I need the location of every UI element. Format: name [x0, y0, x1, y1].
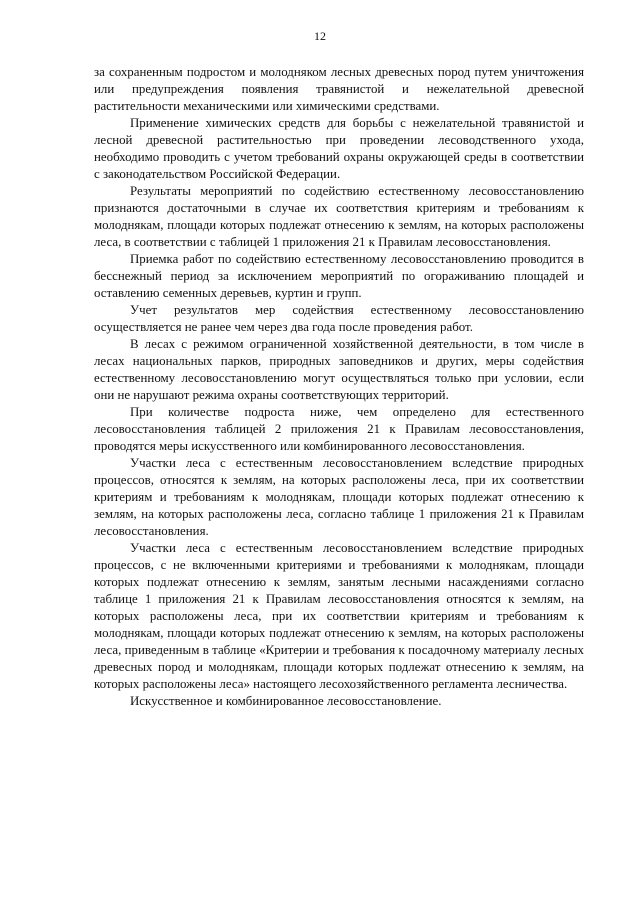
paragraph-natural-regeneration-other: Участки леса с естественным лесовосстановлением вследствие природных процессов, с не включенными критериями и требованиями к молоднякам, площади которых подлежат отнесению к землям, занятым лесными насаждениями согласно таблице 1 приложения 21 к Правилам лесовосстановления относятся к землям, на которых расположены леса, при их соответствии критериям и требованиям к молоднякам, площади которых подлежат отнесению к землям, на которых расположены леса, приведенным в таблице «Критерии и требования к посадочному материалу лесных древесных пород и молоднякам, площади которых подлежат отнесению к землям, на которых расположены леса» настоящего лесохозяйственного регламента лесничества. [94, 541, 584, 691]
paragraph-restricted-forests: В лесах с режимом ограниченной хозяйственной деятельности, в том числе в лесах национальных парков, природных заповедников и других, меры содействия естественному лесовосстановлению могут осуществляться только при условии, если они не нарушают режима охраны соответствующих территорий. [94, 337, 584, 402]
paragraph-results-criteria: Результаты мероприятий по содействию естественному лесовосстановлению признаются достаточными в случае их соответствия критериям и требованиям к молоднякам, площади которых подлежат отнесению к землям, на которых расположены леса, в соответствии с таблицей 1 приложения 21 к Правилам лесовосстановления. [94, 184, 584, 249]
paragraph-continuation: за сохраненным подростом и молодняком лесных древесных пород путем уничтожения или предупреждения появления травянистой и нежелательной древесной растительности механическими или химическими средствами. [94, 65, 584, 113]
paragraph-undergrowth-quantity: При количестве подроста ниже, чем определено для естественного лесовосстановления таблицей 2 приложения 21 к Правилам лесовосстановления, проводятся меры искусственного или комбинированного лесовосстановления. [94, 405, 584, 453]
page-number: 12 [314, 29, 326, 43]
document-body [94, 64, 584, 710]
section-heading-artificial: Искусственное и комбинированное лесовосстановление. [130, 694, 442, 708]
paragraph-chemical-means: Применение химических средств для борьбы с нежелательной травянистой и лесной древесной растительностью при проведении лесоводственного ухода, необходимо проводить с учетом требований охраны окружающей среды в соответствии с законодательством Российской Федерации. [94, 116, 584, 181]
paragraph-natural-regeneration: Участки леса с естественным лесовосстановлением вследствие природных процессов, относятся к землям, на которых расположены леса, при их соответствии критериям и требованиям к молоднякам, площади которых подлежат отнесению к землям, на которых расположены леса, согласно таблице 1 приложения 21 к Правилам лесовосстановления. [94, 456, 584, 538]
paragraph-accounting: Учет результатов мер содействия естественному лесовосстановлению осуществляется не ранее чем через два года после проведения работ. [94, 303, 584, 334]
paragraph-acceptance: Приемка работ по содействию естественному лесовосстановлению проводится в бесснежный период за исключением мероприятий по огораживанию площадей и оставлению семенных деревьев, куртин и групп. [94, 252, 584, 300]
